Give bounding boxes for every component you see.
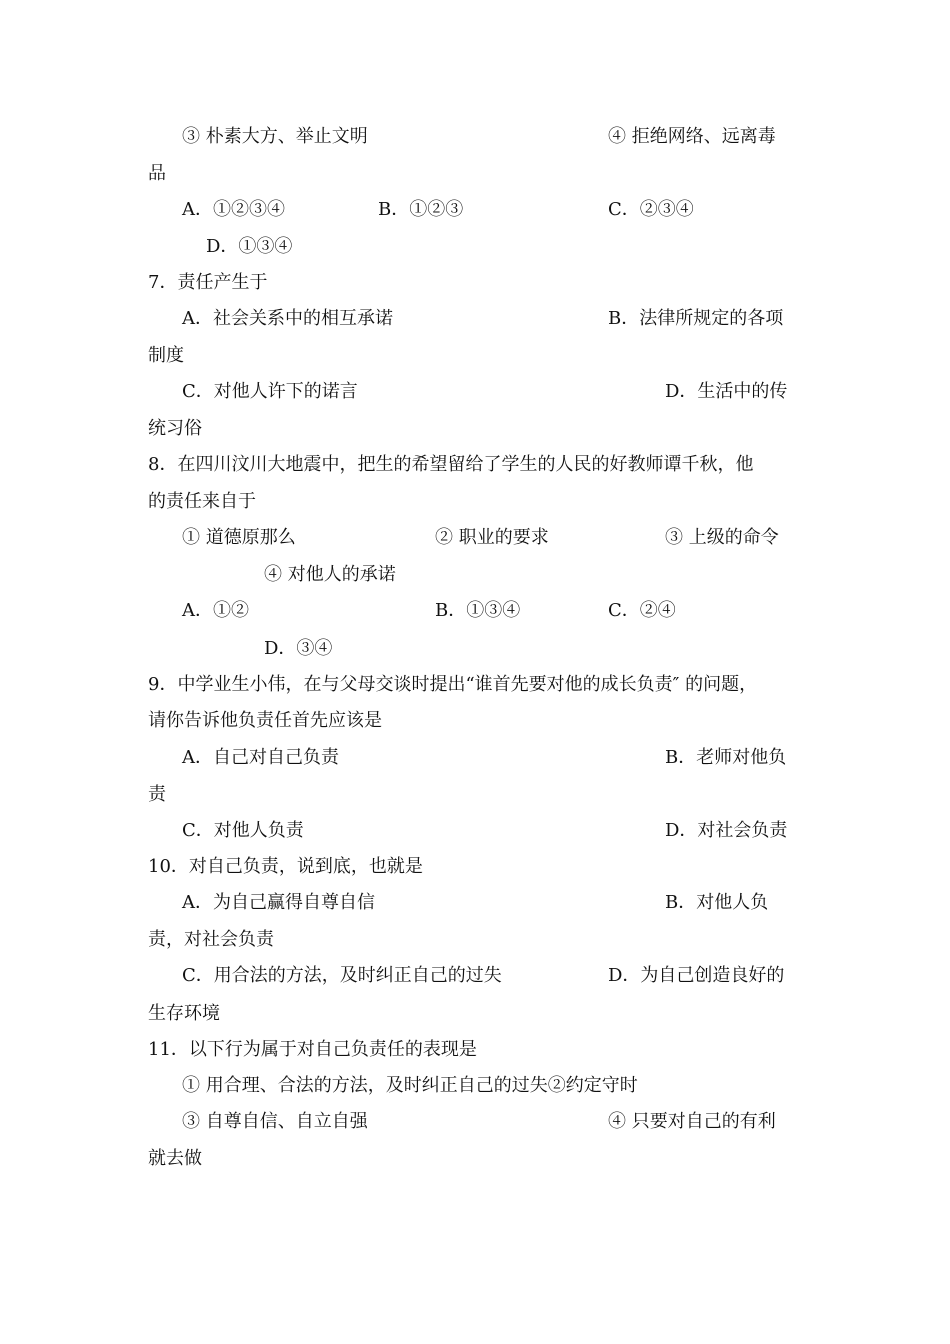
text-continuation: 制度 <box>148 345 184 366</box>
q11-stem <box>0 1032 950 1068</box>
q8-choice-d: D．③④ <box>264 638 333 659</box>
q10-choice-b-wrap <box>0 922 950 958</box>
q9-choice-c: C．对他人负责 <box>182 820 304 841</box>
q10-choices-ab <box>0 885 950 921</box>
q9-choice-b-wrap <box>0 777 950 813</box>
question-stem: 10．对自己负责，说到底，也就是 <box>148 856 423 877</box>
q7-choices-ab <box>0 301 950 337</box>
q8-choice-a: A．①② <box>182 600 249 621</box>
q6-options-3-4 <box>0 119 950 155</box>
question-stem: 8．在四川汶川大地震中，把生的希望留给了学生的人民的好教师谭千秋，他 <box>148 454 754 475</box>
q10-stem <box>0 849 950 885</box>
q6-item-4: ④ 拒绝网络、远离毒 <box>608 126 776 147</box>
q7-choice-a: A．社会关系中的相互承诺 <box>182 308 393 329</box>
text-continuation: 责，对社会负责 <box>148 929 274 950</box>
q7-choice-d: D．生活中的传 <box>665 381 788 402</box>
q9-choices-ab <box>0 740 950 776</box>
q6-choice-d: D．①③④ <box>206 236 293 257</box>
q7-choices-cd <box>0 374 950 410</box>
q8-stem <box>0 447 950 483</box>
question-stem: 11．以下行为属于对自己负责任的表现是 <box>148 1039 477 1060</box>
text-continuation: 责 <box>148 784 166 805</box>
q7-choice-b: B．法律所规定的各项 <box>608 308 784 329</box>
q10-choices-cd <box>0 958 950 994</box>
q8-item-4: ④ 对他人的承诺 <box>264 564 396 585</box>
text-continuation: 统习俗 <box>148 418 202 439</box>
q7-choice-b-wrap <box>0 338 950 374</box>
text-continuation: 生存环境 <box>148 1003 220 1024</box>
q9-choice-b: B．老师对他负 <box>665 747 787 768</box>
text-continuation: 就去做 <box>148 1148 202 1169</box>
q8-stem-wrap <box>0 484 950 520</box>
q7-choice-c: C．对他人许下的诺言 <box>182 381 358 402</box>
q10-choice-b: B．对他人负 <box>665 892 769 913</box>
q6-choice-b: B．①②③ <box>378 199 464 220</box>
q6-item-3: ③ 朴素大方、举止文明 <box>182 126 368 147</box>
q8-item-3: ③ 上级的命令 <box>665 527 779 548</box>
text-continuation: 请你告诉他负责任首先应该是 <box>148 710 382 731</box>
q6-choices <box>0 192 950 228</box>
q10-choice-c: C．用合法的方法，及时纠正自己的过失 <box>182 965 502 986</box>
q6-choice-c: C．②③④ <box>608 199 694 220</box>
q8-choice-b: B．①③④ <box>435 600 521 621</box>
q11-items-3-4 <box>0 1104 950 1140</box>
q11-item-4: ④ 只要对自己的有利 <box>608 1111 776 1132</box>
q8-choices-2 <box>0 631 950 667</box>
q8-items-2 <box>0 557 950 593</box>
q6-item-4-wrap <box>0 156 950 192</box>
q11-items-1-2 <box>0 1068 950 1104</box>
q10-choice-d-wrap <box>0 996 950 1032</box>
q7-choice-d-wrap <box>0 411 950 447</box>
q11-item-3: ③ 自尊自信、自立自强 <box>182 1111 368 1132</box>
q9-choice-a: A．自己对自己负责 <box>182 747 339 768</box>
text-continuation: 品 <box>148 163 166 184</box>
text-continuation: 的责任来自于 <box>148 491 256 512</box>
q8-choices <box>0 593 950 629</box>
question-stem: 7．责任产生于 <box>148 272 268 293</box>
q7-stem <box>0 265 950 301</box>
q10-choice-d: D．为自己创造良好的 <box>608 965 785 986</box>
q6-choice-a: A．①②③④ <box>182 199 285 220</box>
q10-choice-a: A．为自己赢得自尊自信 <box>182 892 375 913</box>
q9-choice-d: D．对社会负责 <box>665 820 788 841</box>
q9-stem-wrap <box>0 703 950 739</box>
q9-choices-cd <box>0 813 950 849</box>
q8-item-1: ① 道德原那么 <box>182 527 296 548</box>
q8-item-2: ② 职业的要求 <box>435 527 549 548</box>
q6-choices-2 <box>0 229 950 265</box>
q8-items <box>0 520 950 556</box>
q8-choice-c: C．②④ <box>608 600 676 621</box>
q11-item-1-2: ① 用合理、合法的方法，及时纠正自己的过失②约定守时 <box>182 1075 638 1096</box>
q9-stem <box>0 667 950 703</box>
question-stem: 9．中学业生小伟，在与父母交谈时提出“谁首先要对他的成长负责″ 的问题， <box>148 674 758 695</box>
q11-item-4-wrap <box>0 1141 950 1177</box>
